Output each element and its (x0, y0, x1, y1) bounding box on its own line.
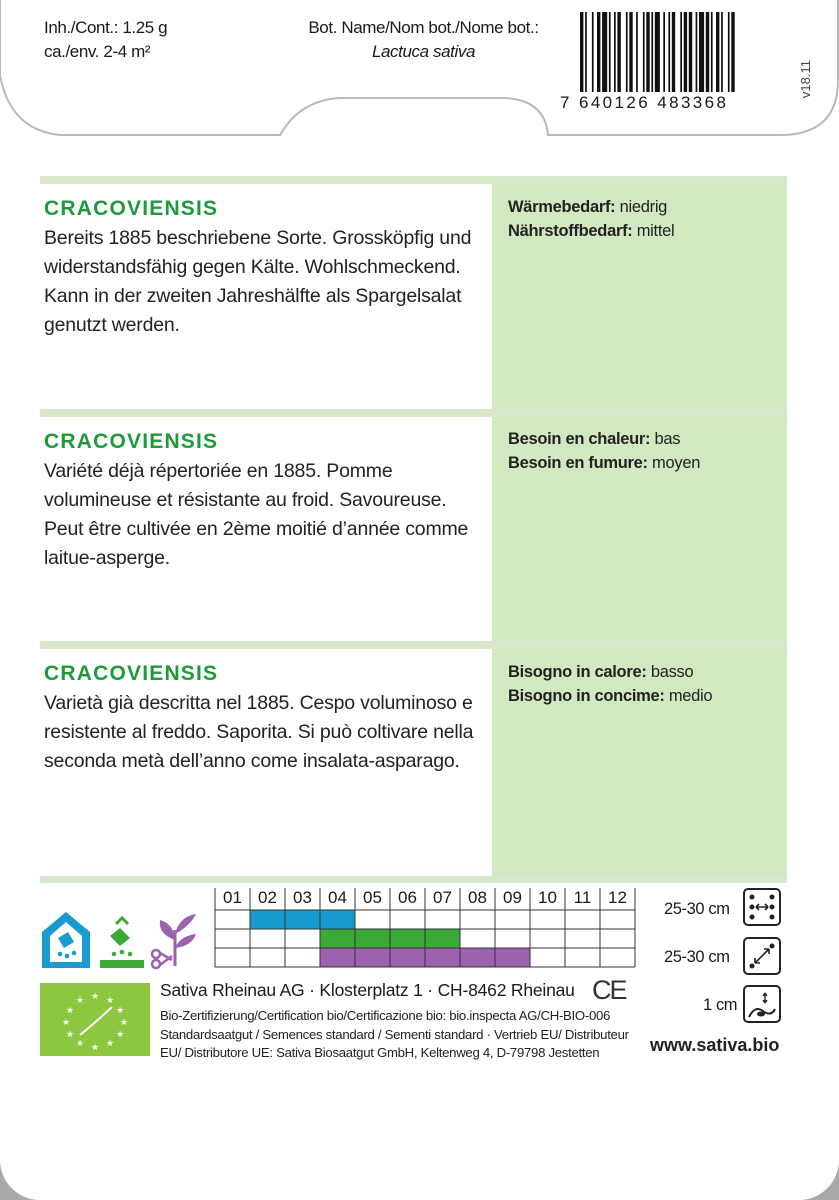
variety-description (44, 429, 484, 573)
heat-requirement-label: Wärmebedarf: (508, 198, 616, 216)
svg-text:★: ★ (75, 1039, 85, 1049)
barcode-bar (680, 12, 682, 92)
botanical-name-block (306, 16, 541, 64)
barcode-bar (731, 12, 734, 92)
content-weight: Inh./Cont.: 1.25 g (44, 18, 168, 37)
calendar-month-label: 07 (433, 888, 452, 907)
svg-text:★: ★ (115, 1030, 125, 1040)
activity-icons (40, 910, 200, 970)
barcode-bar (602, 12, 607, 92)
svg-text:★: ★ (105, 996, 115, 1006)
barcode-digits: 7 640126 483368 (560, 93, 729, 112)
planting-out-icon (100, 918, 144, 968)
calendar-month-label: 01 (223, 888, 242, 907)
legal-text: Bio-Zertifizierung/Certification bio/Certificazione bio: bio.inspecta AG/CH-BIO-006 Standardsaatgut / Semences standard / Sementi standard · Vertrieb EU/ Distributeur EU/ Distributore UE: Sativa Biosaatgut GmbH, Keltenweg 4, D-79798 Jestetten (160, 1008, 629, 1060)
barcode-bar (696, 12, 698, 92)
barcode-bar (651, 12, 653, 92)
calendar-month-label: 04 (328, 888, 347, 907)
calendar-month-label: 10 (538, 888, 557, 907)
svg-text:★: ★ (115, 1006, 125, 1016)
barcode (580, 12, 780, 92)
heat-requirement-value: niedrig (615, 198, 668, 216)
harvest-icon (152, 914, 196, 968)
svg-text:★: ★ (90, 992, 100, 1002)
nutrient-requirement-label: Besoin en fumure: (508, 454, 648, 472)
svg-text:★: ★ (119, 1018, 129, 1028)
calendar-month-label: 06 (398, 888, 417, 907)
calendar-month-label: 03 (293, 888, 312, 907)
barcode-bar (646, 12, 649, 92)
heat-requirement-value: bas (650, 430, 681, 448)
sowing-depth-icon (743, 985, 781, 1023)
barcode-bar (597, 12, 600, 92)
heat-requirement-value: basso (646, 663, 694, 681)
barcode-bar (728, 12, 730, 92)
barcode-bar (699, 12, 704, 92)
variety-text: Variété déjà répertoriée en 1885. Pomme volumineuse et résistante au froid. Savoureuse. Peut être cultivée en 2ème moitié d’année comme laitue-asperge. (44, 460, 469, 569)
plant-spacing-icon (743, 937, 781, 975)
barcode-bar (716, 12, 719, 92)
eu-organic-logo (40, 983, 150, 1056)
nutrient-requirement-value: moyen (647, 454, 701, 472)
content-area: ca./env. 2-4 m² (44, 42, 151, 61)
svg-text:★: ★ (90, 1043, 100, 1053)
calendar-grid (215, 910, 635, 967)
nutrient-requirement-label: Bisogno in concime: (508, 687, 665, 705)
barcode-bar (636, 12, 638, 92)
plant-spacing-label: 25-30 cm (664, 948, 730, 966)
variety-description (44, 661, 484, 776)
requirements-italian (508, 660, 712, 708)
company-address: Sativa Rheinau AG · Klosterplatz 1 · CH-8462 Rheinau (160, 980, 575, 1000)
barcode-bar (626, 12, 628, 92)
requirements-german (508, 195, 674, 243)
barcode-bar (672, 12, 675, 92)
barcode-bar (617, 12, 620, 92)
variety-description (44, 196, 484, 340)
barcode-bar (689, 12, 692, 92)
calendar-month-label: 02 (258, 888, 277, 907)
calendar-month-label: 08 (468, 888, 487, 907)
variety-text: Bereits 1885 beschriebene Sorte. Grossköpfig und widerstandsfähig gegen Kälte. Wohlschmeckend. Kann in der zweiten Jahreshälfte als Spargelsalat genutzt werden. (44, 227, 472, 336)
requirements-panel (492, 176, 787, 876)
nutrient-requirement-value: mittel (632, 222, 675, 240)
barcode-bar (684, 12, 687, 92)
barcode-bar (592, 12, 594, 92)
barcode-bar (655, 12, 660, 92)
svg-text:★: ★ (105, 1039, 115, 1049)
calendar-month-label: 11 (573, 888, 592, 907)
ce-mark: CE (592, 975, 626, 1005)
website-link[interactable]: www.sativa.bio (650, 1035, 780, 1055)
content-info (44, 16, 167, 64)
calendar-month-label: 09 (503, 888, 522, 907)
nutrient-requirement-label: Nährstoffbedarf: (508, 222, 633, 240)
bottom-divider (40, 876, 787, 883)
variety-text: Varietà già descritta nel 1885. Cespo voluminoso e resistente al freddo. Saporita. Si può coltivare nella seconda metà dell’anno come insalata-asparago. (44, 692, 474, 772)
barcode-bar (668, 12, 670, 92)
variety-title: CRACOVIENSIS (44, 430, 219, 453)
calendar-month-label: 12 (608, 888, 627, 907)
barcode-bar (663, 12, 665, 92)
nutrient-requirement-value: medio (664, 687, 713, 705)
barcode-bar (609, 12, 611, 92)
greenhouse-sowing-icon (42, 912, 90, 968)
row-spacing-label: 25-30 cm (664, 900, 730, 918)
calendar-month-label: 05 (363, 888, 382, 907)
sowing-depth-label: 1 cm (703, 996, 738, 1014)
heat-requirement-label: Besoin en chaleur: (508, 430, 651, 448)
barcode-bar (706, 12, 709, 92)
svg-text:★: ★ (65, 1006, 75, 1016)
requirements-french (508, 427, 700, 475)
variety-title: CRACOVIENSIS (44, 662, 219, 685)
svg-text:★: ★ (65, 1030, 75, 1040)
svg-text:★: ★ (75, 996, 85, 1006)
variety-title: CRACOVIENSIS (44, 197, 219, 220)
botanical-name: Lactuca sativa (371, 42, 476, 61)
svg-text:★: ★ (61, 1018, 71, 1028)
barcode-bar (585, 12, 587, 92)
barcode-bar (629, 12, 632, 92)
version-code: v18.11 (798, 60, 813, 99)
barcode-bar (721, 12, 723, 92)
barcode-bar (711, 12, 713, 92)
barcode-bar (580, 12, 583, 92)
barcode-bar (643, 12, 645, 92)
calendar-bar-sowing-indoor (250, 910, 355, 929)
botanical-name-label: Bot. Name/Nom bot./Nome bot.: (308, 18, 539, 37)
row-spacing-icon (743, 888, 781, 926)
barcode-bar (614, 12, 616, 92)
heat-requirement-label: Bisogno in calore: (508, 663, 647, 681)
